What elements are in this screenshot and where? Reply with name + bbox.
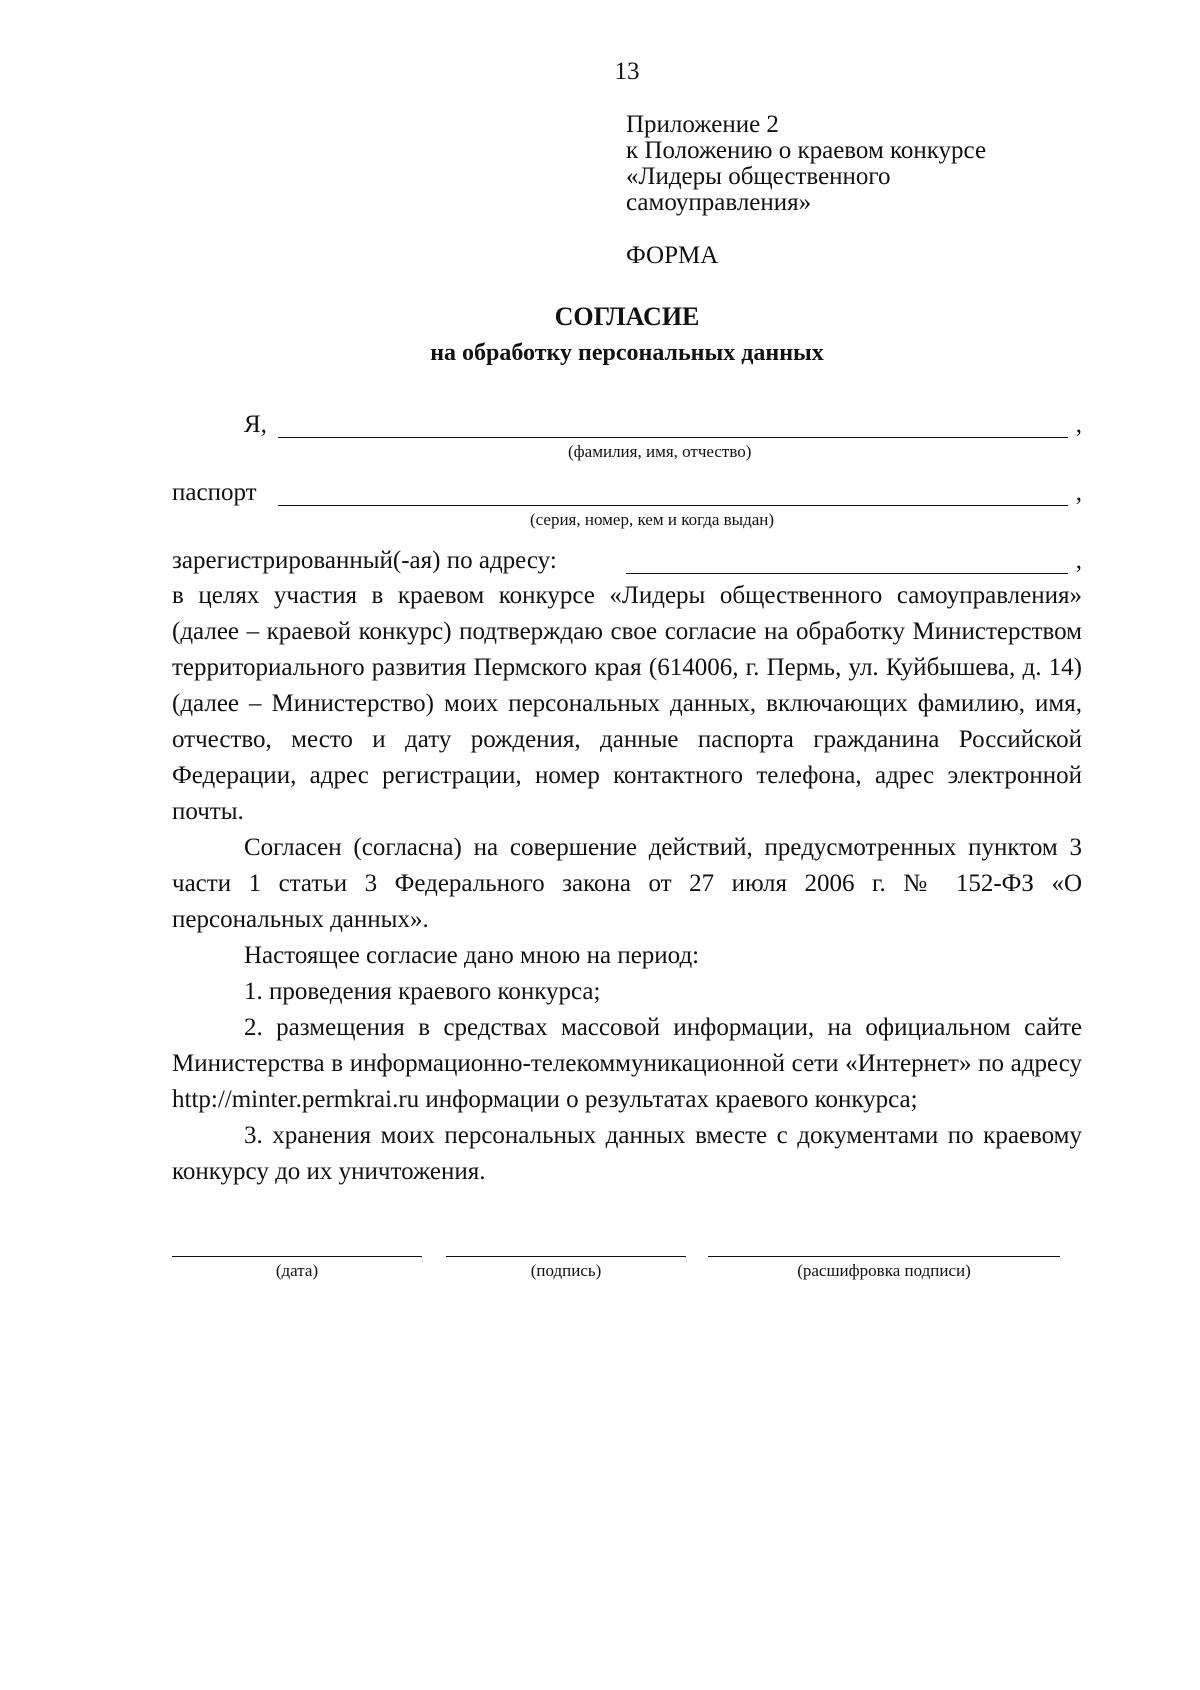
signature-hint: (подпись) [530,1261,602,1280]
passport-field-row [172,478,1082,508]
period-item: 2. размещения в средствах массовой информации, на официальном сайте Министерства в информационно-телекоммуникационной сети «Интернет» по адресу http://minter.permkrai.ru информации о результатах краевого конкурса; [172,1014,1082,1113]
document-title: СОГЛАСИЕ [554,302,700,331]
date-hint: (дата) [275,1261,319,1280]
signature-field[interactable] [446,1256,686,1281]
address-field-line[interactable] [626,573,1068,574]
address-field-comma: , [1075,547,1082,574]
name-field-hint: (фамилия, имя, отчество) [568,442,752,461]
date-field[interactable] [172,1256,422,1281]
consent-paragraph: в целях участия в краевом конкурсе «Лидеры общественного самоуправления» (далее – краевой конкурс) подтверждаю свое согласие на обработку Министерством территориального развития Пермского края (614006, г. Пермь, ул. Куйбышева, д. 14) (далее – Министерство) моих персональных данных, включающих фамилию, имя, отчество, место и дату рождения, данные паспорта гражданина Российской Федерации, адрес регистрации, номер контактного телефона, адрес электронной почты. [172,582,1082,825]
passport-field-comma: , [1075,479,1082,506]
appendix-line: самоуправления» [626,189,812,216]
form-label: ФОРМА [626,242,719,269]
period-item: 1. проведения краевого конкурса; [244,978,601,1005]
consent-body [172,578,1082,1190]
address-field-row [172,546,1082,576]
appendix-line: «Лидеры общественного [626,163,891,190]
passport-field-line[interactable] [278,505,1068,506]
signature-decoding-field[interactable] [708,1256,1060,1281]
passport-field-hint: (серия, номер, кем и когда выдан) [530,510,775,529]
appendix-line: Приложение 2 [626,111,779,138]
document-subtitle: на обработку персональных данных [430,340,824,366]
appendix-line: к Положению о краевом конкурсе [626,137,987,164]
name-field-line[interactable] [278,437,1068,438]
address-field-label: зарегистрированный(-ая) по адресу: [172,547,557,574]
signature-block [172,1256,1082,1316]
name-field-label: Я, [244,411,267,438]
consent-paragraph: Согласен (согласна) на совершение действий, предусмотренных пунктом 3 части 1 статьи 3 Федерального закона от 27 июля 2006 г. № 152-ФЗ «О персональных данных». [172,834,1082,933]
period-item: 3. хранения моих персональных данных вместе с документами по краевому конкурсу до их уничтожения. [172,1122,1082,1185]
passport-field-label: паспорт [172,479,257,506]
name-field-comma: , [1075,411,1082,438]
consent-paragraph: Настоящее согласие дано мною на период: [244,942,700,969]
page-number: 13 [614,58,640,85]
name-field-row [172,410,1082,440]
signature-decoding-hint: (расшифровка подписи) [797,1261,971,1280]
appendix-reference [626,112,986,216]
